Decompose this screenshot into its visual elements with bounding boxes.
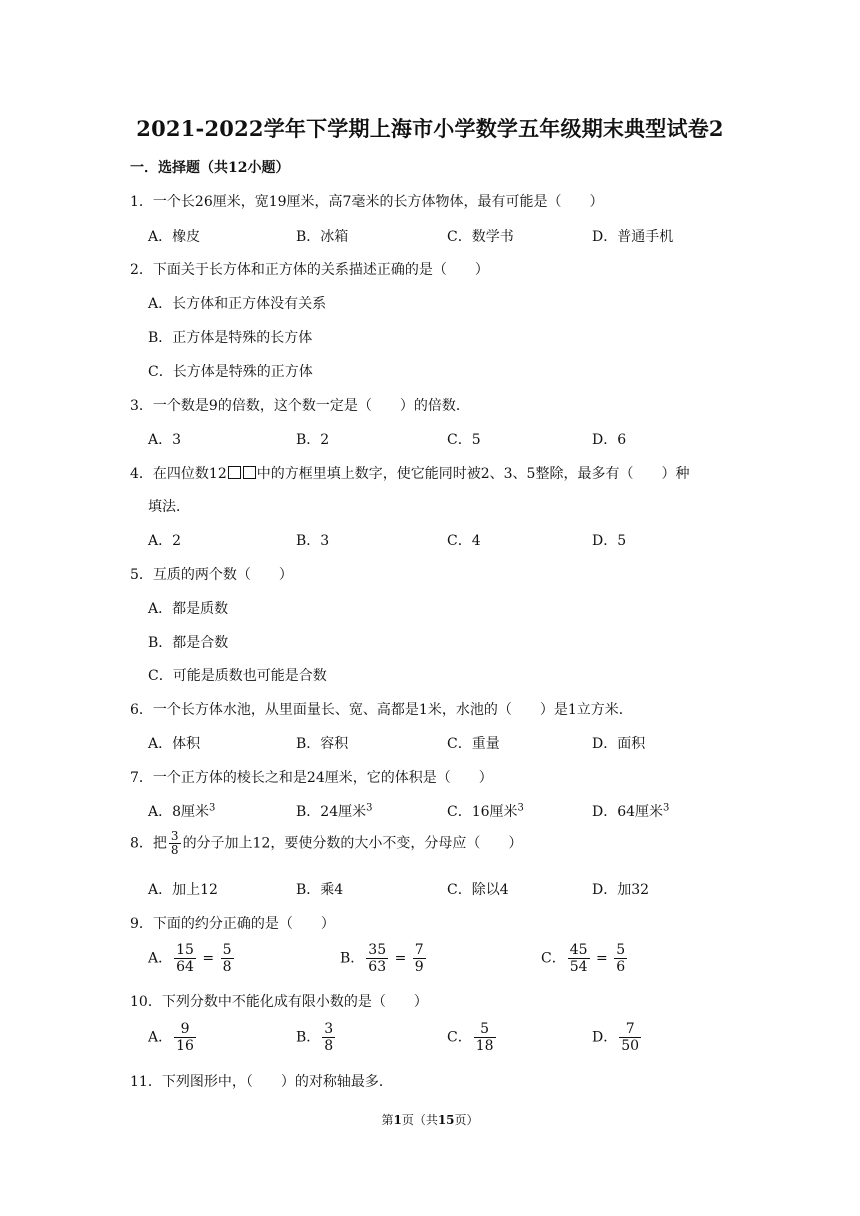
q10-option-b: B． $\frac{3}{8}$ [296, 1021, 334, 1054]
q6-option-d: D．面积 [592, 736, 646, 752]
blank-box [228, 466, 241, 479]
q6-option-b: B．容积 [296, 736, 349, 752]
q5-option-a: A．都是质数 [148, 601, 229, 617]
q2-option-c: C．长方体是特殊的正方体 [148, 364, 313, 380]
q10-option-a: A． $\frac{9}{16}$ [148, 1021, 194, 1054]
q4-stem-end: 中的方框里填上数字，使它能同时被2、3、5整除，最多有（ ）种 [256, 466, 690, 482]
question-8: 8．把 $\frac{3}{8}$ 的分子加上12，要使分数的大小不变，分母应（ ） [130, 829, 523, 857]
page-title: 2021-2022学年下学期上海市小学数学五年级期末典型试卷2 [136, 116, 724, 141]
blank-box [243, 466, 256, 479]
q3-option-c: C．5 [447, 432, 481, 448]
q6-option-a: A．体积 [148, 736, 201, 752]
page-total: 15 [437, 1113, 455, 1127]
q3-option-a: A．3 [148, 432, 182, 448]
q4-option-d: D．5 [592, 533, 627, 549]
q1-option-d: D．普通手机 [592, 229, 674, 245]
exponent: 3 [663, 802, 670, 814]
exponent: 3 [517, 802, 524, 814]
section-heading: 一．选择题（共12小题） [130, 160, 290, 176]
q10-option-c: C． $\frac{5}{18}$ [447, 1021, 494, 1054]
question-4-continued: 填法． [148, 499, 190, 515]
q4-stem-start: 4．在四位数12 [130, 466, 227, 482]
q8-option-d: D．加32 [592, 882, 650, 898]
exponent: 3 [209, 802, 216, 814]
q8-option-c: C．除以4 [447, 882, 509, 898]
question-1: 1．一个长26厘米，宽19厘米，高7毫米的长方体物体，最有可能是（ ） [130, 194, 604, 210]
q2-option-b: B．正方体是特殊的长方体 [148, 330, 313, 346]
question-11: 11．下列图形中，（ ）的对称轴最多． [130, 1074, 393, 1090]
question-10: 10．下列分数中不能化成有限小数的是（ ） [130, 994, 428, 1010]
q5-option-b: B．都是合数 [148, 635, 229, 651]
q8-option-a: A．加上12 [148, 882, 218, 898]
question-6: 6．一个长方体水池，从里面量长、宽、高都是1米，水池的（ ）是1立方米． [130, 702, 633, 718]
q7-option-a: A．8厘米$^3$ [148, 802, 216, 820]
q1-option-c: C．数学书 [447, 229, 514, 245]
q2-option-a: A．长方体和正方体没有关系 [148, 296, 327, 312]
page-number: 1 [393, 1113, 402, 1127]
question-2: 2．下面关于长方体和正方体的关系描述正确的是（ ） [130, 262, 489, 278]
q9-option-a: A． $\frac{15}{64}$ = $\frac{5}{8}$ [148, 942, 232, 975]
q9-option-b: B． $\frac{35}{63}$ = $\frac{7}{9}$ [340, 942, 424, 975]
q7-option-b: B．24厘米$^3$ [296, 802, 373, 820]
question-7: 7．一个正方体的棱长之和是24厘米，它的体积是（ ） [130, 770, 493, 786]
q4-option-c: C．4 [447, 533, 481, 549]
q1-option-b: B．冰箱 [296, 229, 349, 245]
exponent: 3 [366, 802, 373, 814]
q10-option-d: D． $\frac{7}{50}$ [592, 1021, 640, 1054]
q8-option-b: B．乘4 [296, 882, 344, 898]
question-9: 9．下面的约分正确的是（ ） [130, 916, 335, 932]
q5-option-c: C．可能是质数也可能是合数 [148, 668, 327, 684]
fraction: $\frac{3}{8}$ [170, 829, 179, 857]
q6-option-c: C．重量 [447, 736, 500, 752]
q3-option-b: B．2 [296, 432, 330, 448]
q7-option-d: D．64厘米$^3$ [592, 802, 670, 820]
q1-option-a: A．橡皮 [148, 229, 201, 245]
question-5: 5．互质的两个数（ ） [130, 567, 293, 583]
question-3: 3．一个数是9的倍数，这个数一定是（ ）的倍数． [130, 398, 470, 414]
q4-option-b: B．3 [296, 533, 330, 549]
q9-option-c: C． $\frac{45}{54}$ = $\frac{5}{6}$ [541, 942, 626, 975]
page-footer: 第1页（共15页） [381, 1113, 479, 1127]
q7-option-c: C．16厘米$^3$ [447, 802, 524, 820]
q4-option-a: A．2 [148, 533, 182, 549]
question-4 [130, 463, 689, 483]
q3-option-d: D．6 [592, 432, 627, 448]
